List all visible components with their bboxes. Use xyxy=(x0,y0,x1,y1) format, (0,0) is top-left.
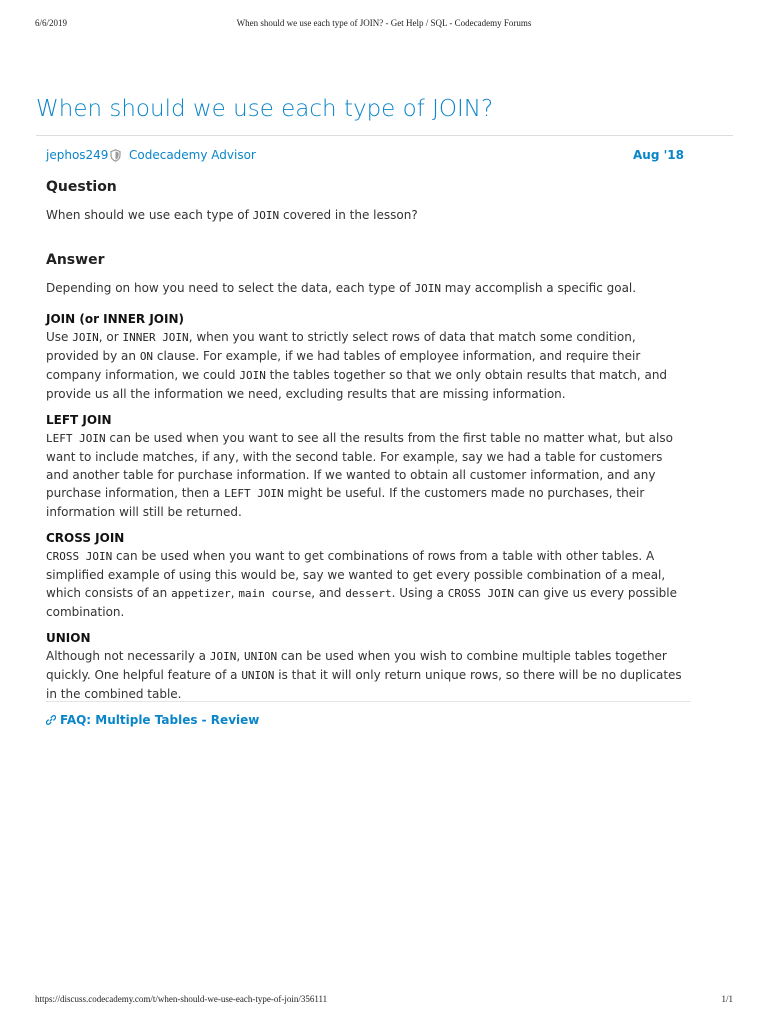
inline-code: UNION xyxy=(241,669,275,682)
spacer xyxy=(46,298,686,310)
text-run: , and xyxy=(311,586,346,600)
text-run: , or xyxy=(98,330,123,344)
post-meta xyxy=(46,148,684,166)
inline-code: appetizer xyxy=(171,587,231,600)
inline-code: LEFT JOIN xyxy=(224,487,284,500)
inline-code: INNER JOIN xyxy=(122,331,189,344)
section-body-inner-join xyxy=(46,328,686,403)
text-run: might be useful. If the customers made no purchases, their information will still be returned. xyxy=(46,486,645,519)
section-heading-left-join: LEFT JOIN xyxy=(46,413,112,427)
print-page-title: When should we use each type of JOIN? - Get Help / SQL - Codecademy Forums xyxy=(236,18,532,28)
spacer xyxy=(46,271,686,279)
spacer xyxy=(46,198,686,206)
section-body-cross-join xyxy=(46,547,686,621)
spacer xyxy=(46,621,686,629)
text-run: clause. For example, if we had tables of employee information, and require their company information, we could xyxy=(46,349,641,382)
inline-code: LEFT JOIN xyxy=(46,432,106,445)
answer-heading: Answer xyxy=(46,252,105,268)
question-text xyxy=(46,206,686,225)
text-run: Depending on how you need to select the data, each type of xyxy=(46,281,415,295)
inline-code: JOIN xyxy=(414,282,441,295)
text-run: can be used when you want to get combinations of rows from a table with other tables. A simplified example of using this would be, say we wanted to get every possible combination of a meal, which consists of an xyxy=(46,549,666,600)
text-run: covered in the lesson? xyxy=(279,208,418,222)
text-run: can be used when you wish to combine multiple tables together quickly. One helpful feature of a xyxy=(46,649,667,682)
post-divider xyxy=(46,701,691,702)
text-run: . Using a xyxy=(391,586,448,600)
answer-intro xyxy=(46,279,686,298)
print-url: https://discuss.codecademy.com/t/when-should-we-use-each-type-of-join/356111 xyxy=(35,994,328,1004)
text-run: Use xyxy=(46,330,73,344)
inline-code: UNION xyxy=(243,650,278,663)
print-date: 6/6/2019 xyxy=(35,18,68,28)
faq-link-label: FAQ: Multiple Tables - Review xyxy=(60,713,260,727)
spacer xyxy=(46,403,686,411)
section-heading-cross-join: CROSS JOIN xyxy=(46,531,125,545)
link-icon xyxy=(46,715,56,725)
faq-link[interactable] xyxy=(46,713,259,727)
username-link[interactable]: jephos249 xyxy=(46,148,109,162)
spacer xyxy=(46,225,686,249)
section-body-left-join xyxy=(46,429,686,521)
question-heading: Question xyxy=(46,179,117,195)
print-page-number: 1/1 xyxy=(721,994,733,1004)
post-date[interactable]: Aug '18 xyxy=(633,148,684,162)
inline-code: JOIN xyxy=(252,209,280,222)
text-run: may accomplish a specific goal. xyxy=(440,281,637,295)
inline-code: dessert xyxy=(345,587,392,600)
inline-code: CROSS JOIN xyxy=(447,587,515,600)
inline-code: JOIN xyxy=(239,369,266,382)
text-run: Although not necessarily a xyxy=(46,649,210,663)
text-run: , when you want to strictly select rows of data that match some condition, provided by an xyxy=(46,330,636,363)
post-body xyxy=(46,176,686,703)
text-run: , xyxy=(236,649,244,663)
text-run: the tables together so that we only obtain results that match, and provide us all the information we need, excluding results that are missing information. xyxy=(46,368,668,401)
inline-code: JOIN xyxy=(72,331,99,344)
text-run: can give us every possible combination. xyxy=(46,586,677,619)
section-heading-inner-join: JOIN (or INNER JOIN) xyxy=(46,312,184,326)
text-run: , xyxy=(230,586,239,600)
topic-title[interactable]: When should we use each type of JOIN? xyxy=(36,96,494,122)
inline-code: ON xyxy=(139,350,154,363)
user-title: Codecademy Advisor xyxy=(129,148,256,162)
text-run: is that it will only return unique rows, so there will be no duplicates in the combined table. xyxy=(46,668,682,701)
text-run: can be used when you want to see all the results from the first table no matter what, but also want to include matches, if any, with the second table. For example, say we had a table for customers and another table for purchase information. If we wanted to obtain all customer information, and any purchase information, then a xyxy=(46,431,673,500)
text-run: When should we use each type of xyxy=(46,208,253,222)
section-body-union xyxy=(46,647,686,703)
inline-code: JOIN xyxy=(209,650,237,663)
shield-icon xyxy=(110,149,121,162)
spacer xyxy=(46,521,686,529)
title-divider xyxy=(36,135,733,136)
inline-code: main course xyxy=(238,587,312,600)
inline-code: CROSS JOIN xyxy=(46,550,113,563)
section-heading-union: UNION xyxy=(46,631,91,645)
